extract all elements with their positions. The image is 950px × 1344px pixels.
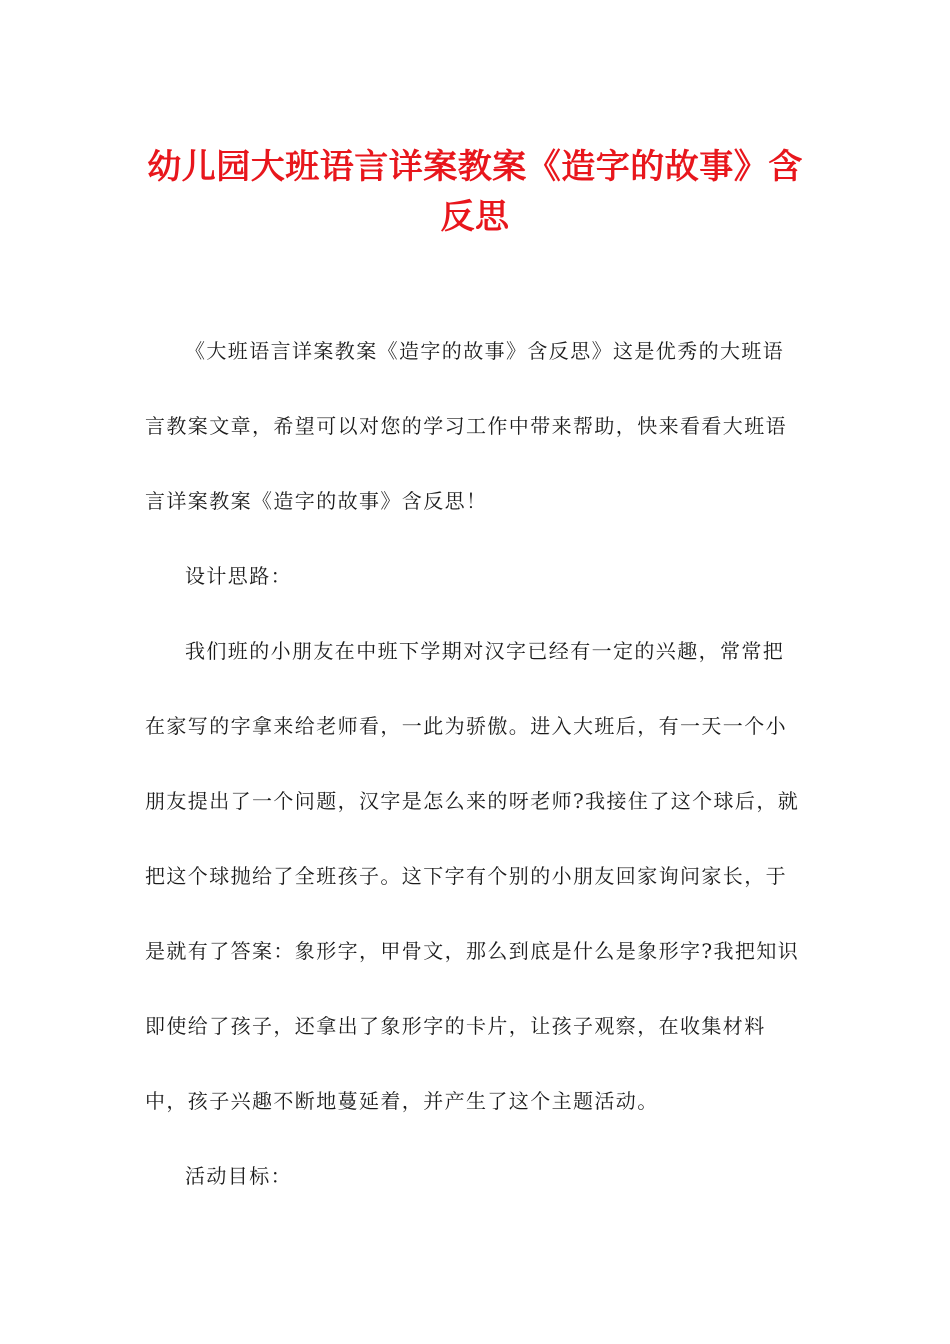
section-heading-goals: 活动目标： <box>185 1164 292 1188</box>
section-heading-design: 设计思路： <box>185 564 292 588</box>
design-paragraph: 我们班的小朋友在中班下学期对汉字已经有一定的兴趣，常常把在家写的字拿来给老师看，一此为骄傲。进入大班后，有一天一个小朋友提出了一个问题，汉字是怎么来的呀老师?我接住了这个球后，就把这个球抛给了全班孩子。这下字有个别的小朋友回家询问家长，于是就有了答案：象形字，甲骨文，那么到底是什么是象形字?我把知识即使给了孩子，还拿出了象形字的卡片，让孩子观察，在收集材料中，孩子兴趣不断地蔓延着，并产生了这个主题活动。 <box>145 639 800 1113</box>
document-body <box>145 314 805 1214</box>
intro-paragraph: 《大班语言详案教案《造字的故事》含反思》这是优秀的大班语言教案文章，希望可以对您的学习工作中带来帮助，快来看看大班语言详案教案《造字的故事》含反思！ <box>145 339 787 513</box>
document-title: 幼儿园大班语言详案教案《造字的故事》含反思 <box>147 147 803 237</box>
